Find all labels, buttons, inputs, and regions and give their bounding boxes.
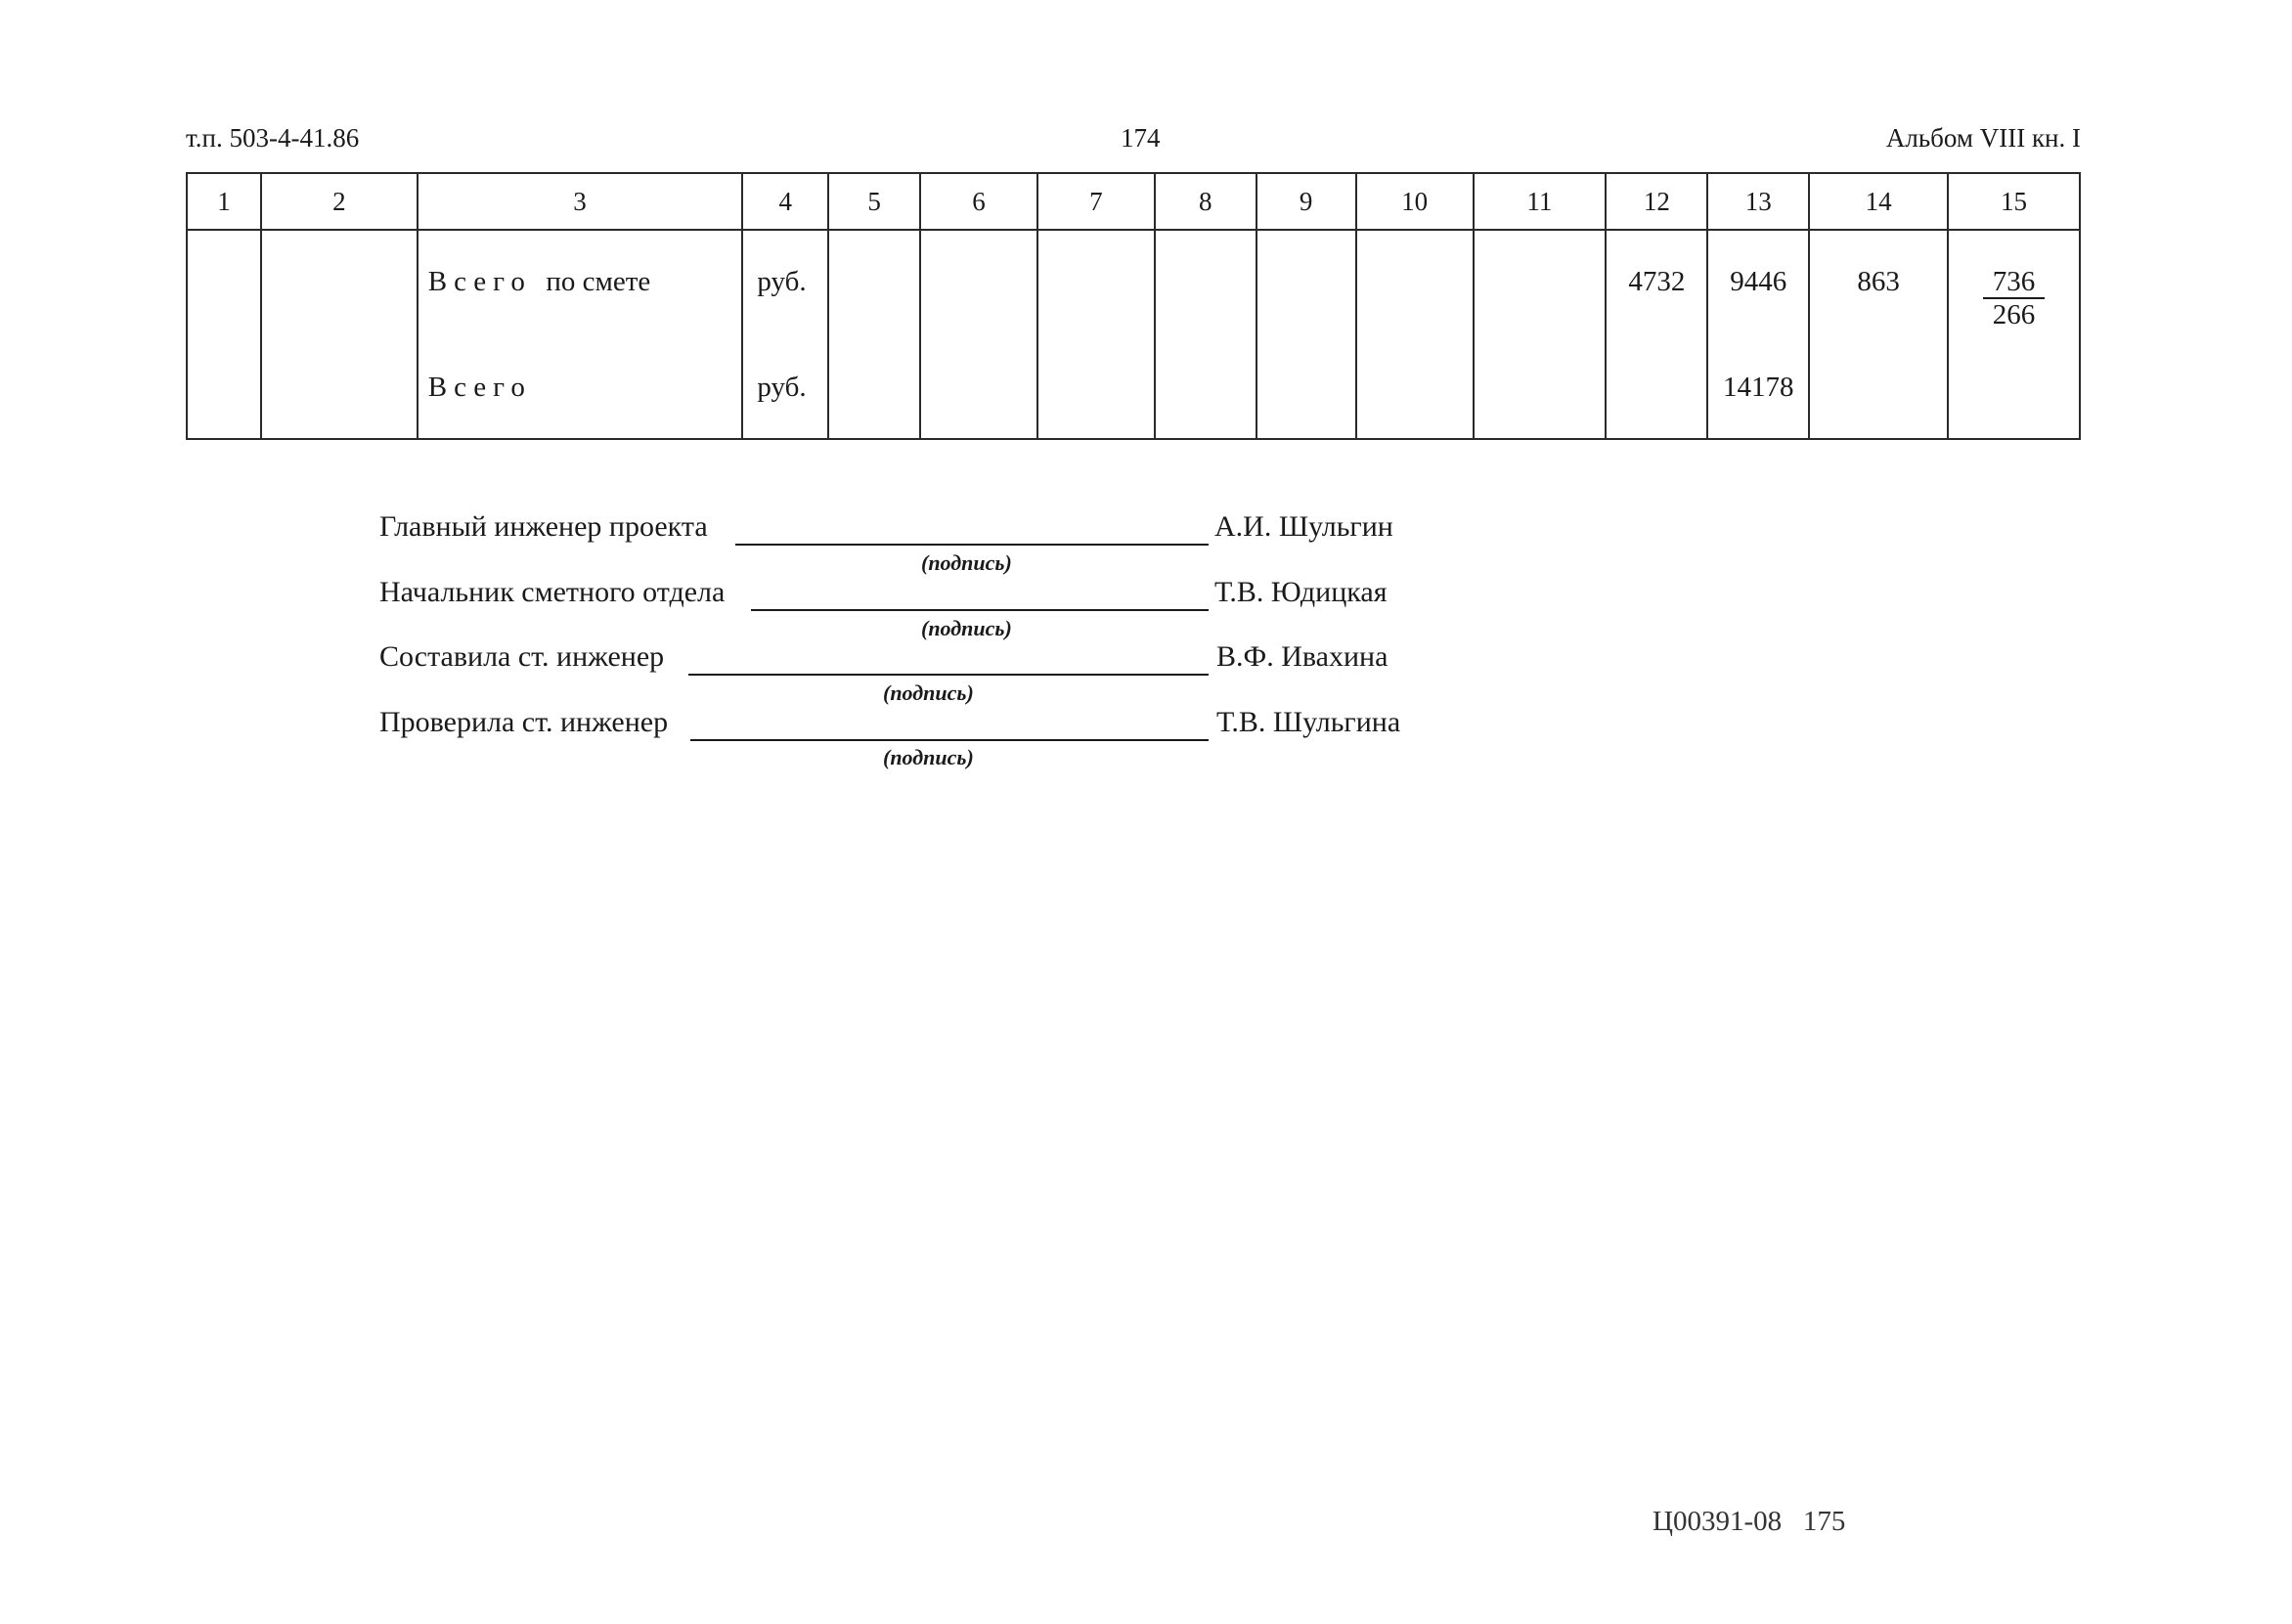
cell-empty <box>1037 230 1155 439</box>
column-number: 11 <box>1474 173 1607 230</box>
unit-row1: руб. <box>757 266 807 297</box>
cell-col15 <box>1948 230 2080 439</box>
column-number: 3 <box>418 173 743 230</box>
cell-unit <box>742 230 828 439</box>
signature-line <box>690 739 1209 741</box>
value-col14: 863 <box>1857 266 1900 297</box>
cell-col12 <box>1606 230 1707 439</box>
signature-caption: (подпись) <box>883 745 974 769</box>
column-number: 10 <box>1356 173 1474 230</box>
column-number: 2 <box>261 173 418 230</box>
column-number: 14 <box>1809 173 1948 230</box>
total-by-estimate-label-b: по смете <box>546 266 651 297</box>
column-number-row <box>187 173 2080 230</box>
signature-caption: (подпись) <box>921 550 1012 575</box>
signature-caption: (подпись) <box>921 616 1012 640</box>
column-number: 8 <box>1155 173 1256 230</box>
cell-empty <box>261 230 418 439</box>
cell-description <box>418 230 743 439</box>
cell-empty <box>828 230 920 439</box>
header-project-number: т.п. 503-4-41.86 <box>186 123 360 153</box>
header-page-number: 174 <box>1121 123 1161 153</box>
column-number: 13 <box>1707 173 1809 230</box>
estimate-table <box>186 172 2081 440</box>
value-col13-row1: 9446 <box>1730 266 1787 297</box>
signature-caption: (подпись) <box>883 680 974 705</box>
signature-line <box>751 609 1209 611</box>
cell-empty <box>920 230 1037 439</box>
column-number: 9 <box>1256 173 1356 230</box>
footer-document-code: Ц00391-08 <box>1653 1506 1783 1537</box>
grand-total-label: Всего <box>427 372 532 403</box>
signature-name: Т.В. Шульгина <box>1216 706 1401 738</box>
signature-role: Начальник сметного отдела <box>379 576 726 608</box>
column-number: 7 <box>1037 173 1155 230</box>
footer-page-number: 175 <box>1802 1506 1846 1537</box>
unit-row2: руб. <box>757 372 807 403</box>
total-by-estimate-label-a: Всего <box>427 266 532 297</box>
cell-empty <box>187 230 261 439</box>
column-number: 15 <box>1948 173 2080 230</box>
signature-role: Составила ст. инженер <box>379 640 665 673</box>
signature-role: Проверила ст. инженер <box>379 706 669 738</box>
signature-role: Главный инженер проекта <box>379 510 708 543</box>
signature-name: В.Ф. Ивахина <box>1216 640 1388 673</box>
column-number: 1 <box>187 173 261 230</box>
fraction-numerator: 736 <box>1983 266 2046 299</box>
column-number: 12 <box>1606 173 1707 230</box>
cell-col13 <box>1707 230 1809 439</box>
fraction-denominator: 266 <box>1992 299 2036 330</box>
signature-line <box>688 674 1209 676</box>
cell-empty <box>1474 230 1607 439</box>
totals-row <box>187 230 2080 439</box>
footer-stamp <box>1653 1506 1845 1538</box>
value-col12: 4732 <box>1628 266 1686 297</box>
column-number: 4 <box>742 173 828 230</box>
signature-name: Т.В. Юдицкая <box>1214 576 1388 608</box>
cell-empty <box>1256 230 1356 439</box>
cell-empty <box>1155 230 1256 439</box>
signature-line <box>735 544 1209 546</box>
header-album: Альбом VIII кн. I <box>1885 123 2081 153</box>
value-col13-row2: 14178 <box>1722 372 1794 403</box>
column-number: 5 <box>828 173 920 230</box>
cell-empty <box>1356 230 1474 439</box>
signature-name: А.И. Шульгин <box>1214 510 1393 543</box>
cell-col14 <box>1809 230 1948 439</box>
column-number: 6 <box>920 173 1037 230</box>
fraction-col15 <box>1983 266 2046 330</box>
